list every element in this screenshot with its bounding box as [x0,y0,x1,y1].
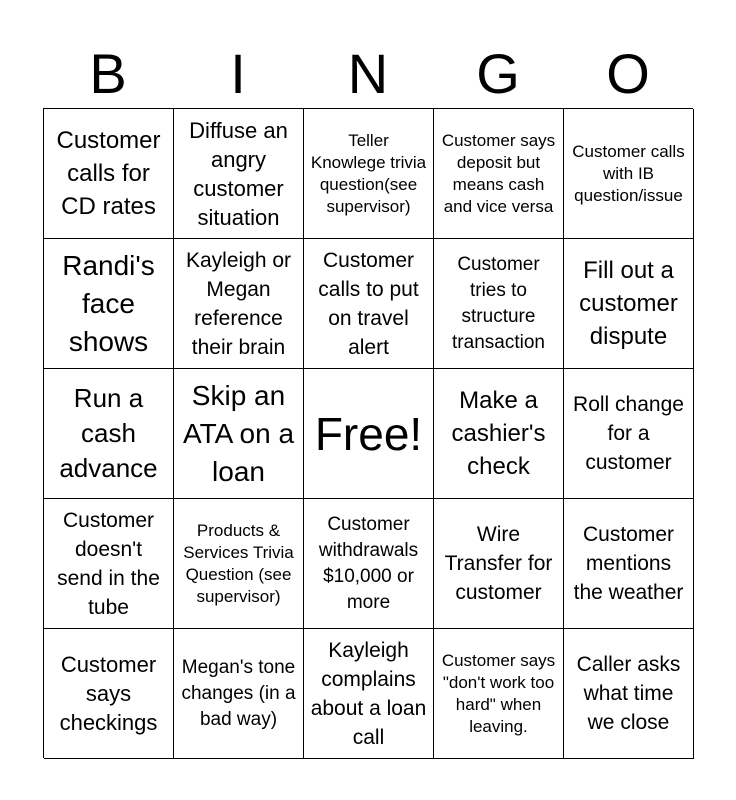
cell-text: Kayleigh or Megan reference their brain [185,248,292,359]
cell-text: Customer says deposit but means cash and vice versa [441,130,556,216]
bingo-cell[interactable] [44,109,174,239]
bingo-cell[interactable] [564,369,694,499]
cell-text: Make a cashier's check [451,387,546,480]
bingo-cell[interactable] [434,629,564,759]
bingo-cell[interactable] [564,109,694,239]
bingo-cell[interactable] [564,499,694,629]
bingo-cell[interactable] [174,239,304,369]
header-letter-n: N [347,42,389,105]
header-letter-i: I [230,42,246,105]
bingo-cell[interactable] [564,629,694,759]
cell-text: Randi's face shows [62,249,155,357]
bingo-cell[interactable] [434,239,564,369]
cell-text: Products & Services Trivia Question (see supervisor) [183,520,294,606]
cell-text: Customer says "don't work too hard" when leaving. [441,650,556,736]
bingo-grid [43,108,693,758]
bingo-cell[interactable] [434,499,564,629]
header-letter-g: G [476,42,520,105]
cell-text: Roll change for a customer [573,393,684,474]
cell-text: Customer withdrawals $10,000 or more [318,513,419,613]
cell-text: Caller asks what time we close [576,653,681,734]
bingo-cell[interactable] [304,109,434,239]
bingo-cell[interactable] [174,109,304,239]
cell-text: Customer calls for CD rates [56,127,161,220]
cell-text: Megan's tone changes (in a bad way) [181,656,296,730]
cell-text: Teller Knowlege trivia question(see supervisor) [310,130,427,216]
bingo-cell[interactable] [44,239,174,369]
cell-text: Customer mentions the weather [573,523,684,604]
free-space-cell[interactable] [304,369,434,499]
bingo-cell[interactable] [174,499,304,629]
bingo-cell[interactable] [44,499,174,629]
bingo-cell[interactable] [44,369,174,499]
cell-text: Skip an ATA on a loan [182,379,295,487]
cell-text: Fill out a customer dispute [579,257,678,350]
cell-text: Customer says checkings [59,652,158,735]
bingo-cell[interactable] [564,239,694,369]
cell-text: Wire Transfer for customer [444,523,553,604]
cell-text: Customer calls with IB question/issue [572,141,685,205]
cell-text: Diffuse an angry customer situation [189,117,288,230]
header-letter-o: O [606,42,650,105]
bingo-header [43,44,693,104]
bingo-cell[interactable] [304,239,434,369]
header-letter-b: B [89,42,127,105]
cell-text: Customer tries to structure transaction [452,253,545,353]
bingo-cell[interactable] [304,499,434,629]
bingo-cell[interactable] [174,369,304,499]
cell-text: Kayleigh complains about a loan call [310,638,427,749]
cell-text: Customer doesn't send in the tube [57,508,160,619]
cell-text: Run a cash advance [59,383,158,483]
bingo-cell[interactable] [434,109,564,239]
free-space-text: Free! [314,407,423,460]
bingo-cell[interactable] [174,629,304,759]
bingo-cell[interactable] [304,629,434,759]
bingo-cell[interactable] [44,629,174,759]
cell-text: Customer calls to put on travel alert [318,248,419,359]
bingo-cell[interactable] [434,369,564,499]
